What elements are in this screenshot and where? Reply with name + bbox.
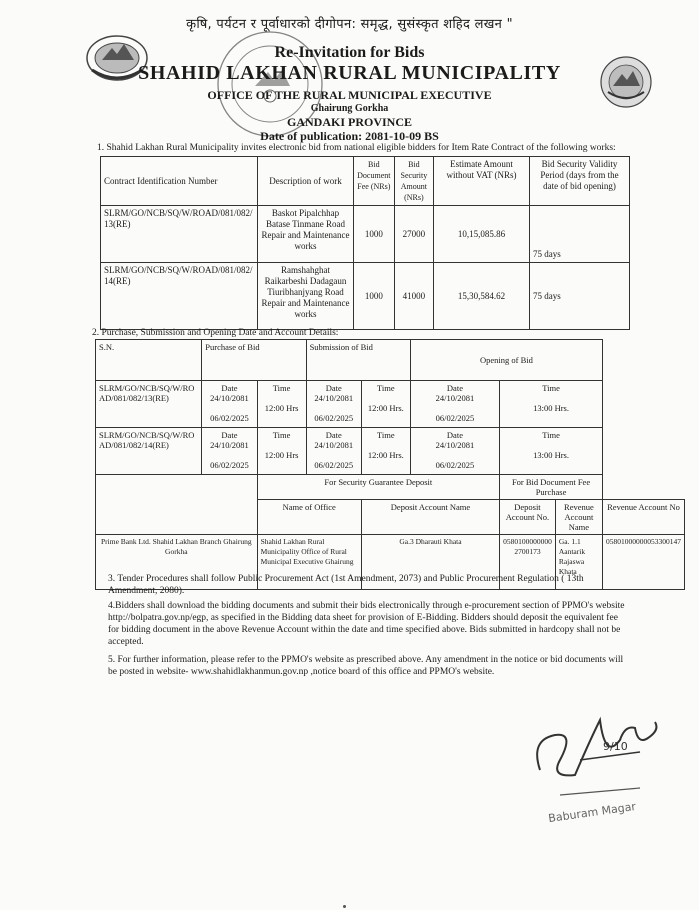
header-submission: Submission of Bid — [306, 340, 410, 381]
office-address: Ghairung Gorkha — [310, 103, 389, 114]
contract-id: SLRM/GO/NCB/SQ/W/ROAD/081/082/ 14(RE) — [101, 263, 258, 330]
col-deposit-no: Deposit Account No. — [500, 500, 556, 535]
municipality-logo-icon — [596, 54, 656, 110]
page-title: Re-Invitation for Bids — [274, 44, 425, 61]
validity-period: 75 days — [529, 263, 629, 330]
work-description: Ramshahghat Raikarbeshi Dadagaun Tiuribhanjyang Road Repair and Maintenance works — [258, 263, 354, 330]
opening-time: Time 13:00 Hrs. — [500, 428, 603, 475]
col-revenue-name: Revenue Account Name — [555, 500, 602, 535]
security-amount: 27000 — [394, 206, 433, 263]
slogan: कृषि, पर्यटन र पूर्वाधारको दीगोपन: समृद्ध, सुसंस्कृत शहिद लखन " — [186, 17, 513, 32]
validity-period: 75 days — [529, 206, 629, 263]
header-sn: S.N. — [96, 340, 202, 381]
submission-date: Date 24/10/2081 06/02/2025 — [306, 381, 361, 428]
signatory-name: Baburam Magar — [547, 799, 637, 826]
estimate-amount: 10,15,085.86 — [434, 206, 530, 263]
deposit-account-no: 0580100000000 2700173 — [500, 535, 556, 590]
bank-name: Prime Bank Ltd. Shahid Lakhan Branch Ghairung Gorkha — [96, 535, 258, 590]
opening-date: Date 24/10/2081 06/02/2025 — [410, 381, 499, 428]
header-estimate: Estimate Amount without VAT (NRs) — [434, 157, 530, 206]
schedule-sn: SLRM/GO/NCB/SQ/W/RO AD/081/082/13(RE) — [96, 381, 202, 428]
schedule-header-row — [96, 340, 685, 381]
schedule-sn: SLRM/GO/NCB/SQ/W/RO AD/081/082/14(RE) — [96, 428, 202, 475]
security-deposit-heading: For Security Guarantee Deposit — [257, 475, 499, 500]
estimate-amount: 15,30,584.62 — [434, 263, 530, 330]
page-mark — [343, 905, 346, 908]
signature-date: 9/10 — [603, 740, 628, 753]
header-purchase: Purchase of Bid — [202, 340, 306, 381]
opening-date: Date 24/10/2081 06/02/2025 — [410, 428, 499, 475]
doc-fee: 1000 — [353, 263, 394, 330]
header-security-amount: Bid Security Amount (NRs) — [394, 157, 433, 206]
revenue-account-no: 05801000000053300147 — [603, 535, 685, 590]
col-deposit-name: Deposit Account Name — [361, 500, 499, 535]
purchase-date: Date 24/10/2081 06/02/2025 — [202, 428, 257, 475]
header-validity: Bid Security Validity Period (days from the date of bid opening) — [529, 157, 629, 206]
schedule-row — [96, 381, 685, 428]
table-header-row — [101, 157, 630, 206]
table-row — [101, 206, 630, 263]
paragraph-4: 4.Bidders shall download the bidding documents and submit their bids electronically through e-procurement section of PPMO's website http://bolpatra.gov.np/egp, as specified in the Bidding data sheet for provision of E-Bidding. Bidders should deposit the equivalent fee for bidding document in the above Revenue Account within the date and time specified above. Bids submitted in hardcopy shall not be accepted. — [108, 601, 625, 647]
security-amount: 41000 — [394, 263, 433, 330]
paragraph-3: 3. Tender Procedures shall follow Public Procurement Act (1st Amendment, 2073) and Public Procurement Regulation ( 13th Amendment, 2080). — [108, 574, 584, 596]
doc-fee: 1000 — [353, 206, 394, 263]
schedule-row — [96, 428, 685, 475]
purchase-date: Date 24/10/2081 06/02/2025 — [202, 381, 257, 428]
header-doc-fee: Bid Document Fee (NRs) — [353, 157, 394, 206]
opening-time: Time 13:00 Hrs. — [500, 381, 603, 428]
province-name: GANDAKI PROVINCE — [286, 115, 412, 129]
submission-time: Time 12:00 Hrs. — [361, 381, 410, 428]
purchase-time: Time 12:00 Hrs — [257, 428, 306, 475]
table-row — [101, 263, 630, 330]
submission-date: Date 24/10/2081 06/02/2025 — [306, 428, 361, 475]
deposit-account-name: Ga.3 Dharauti Khata — [361, 535, 499, 590]
schedule-table — [95, 339, 685, 590]
submission-time: Time 12:00 Hrs. — [361, 428, 410, 475]
section2-heading: 2. Purchase, Submission and Opening Date and Account Details: — [92, 328, 339, 338]
fee-purchase-heading: For Bid Document Fee Purchase — [500, 475, 603, 500]
signature-icon — [520, 700, 670, 820]
header-contract-id: Contract Identification Number — [101, 157, 258, 206]
col-office: Name of Office — [257, 500, 361, 535]
col-revenue-no: Revenue Account No — [603, 500, 685, 535]
deposit-heading-row — [96, 475, 685, 500]
header-opening: Opening of Bid — [410, 340, 602, 381]
office-account-holder: Shahid Lakhan Rural Municipality Office of Rural Municipal Executive Ghairung — [257, 535, 361, 590]
paragraph-5: 5. For further information, please refer to the PPMO's website as prescribed above. Any amendment in the notice or bid documents will be posted in website- www.shahidlakhanmun.gov.np ,notice board of this office and PPMO's website. — [108, 655, 624, 677]
revenue-account-name: Ga. 1.1 Aantarik Rajaswa Khata — [555, 535, 602, 590]
work-description: Baskot Pipalchhap Batase Tinmane Road Repair and Maintenance works — [258, 206, 354, 263]
works-table — [100, 156, 630, 330]
publication-date: Date of publication: 2081-10-09 BS — [260, 129, 439, 143]
municipality-name: SHAHID LAKHAN RURAL MUNICIPALITY — [138, 62, 561, 84]
deposit-blank — [96, 475, 258, 535]
purchase-time: Time 12:00 Hrs — [257, 381, 306, 428]
section1-intro: 1. Shahid Lakhan Rural Municipality invites electronic bid from national eligible bidders for Item Rate Contract of the following works: — [97, 143, 616, 153]
contract-id: SLRM/GO/NCB/SQ/W/ROAD/081/082/ 13(RE) — [101, 206, 258, 263]
header-description: Description of work — [258, 157, 354, 206]
office-name: OFFICE OF THE RURAL MUNICIPAL EXECUTIVE — [207, 88, 492, 102]
